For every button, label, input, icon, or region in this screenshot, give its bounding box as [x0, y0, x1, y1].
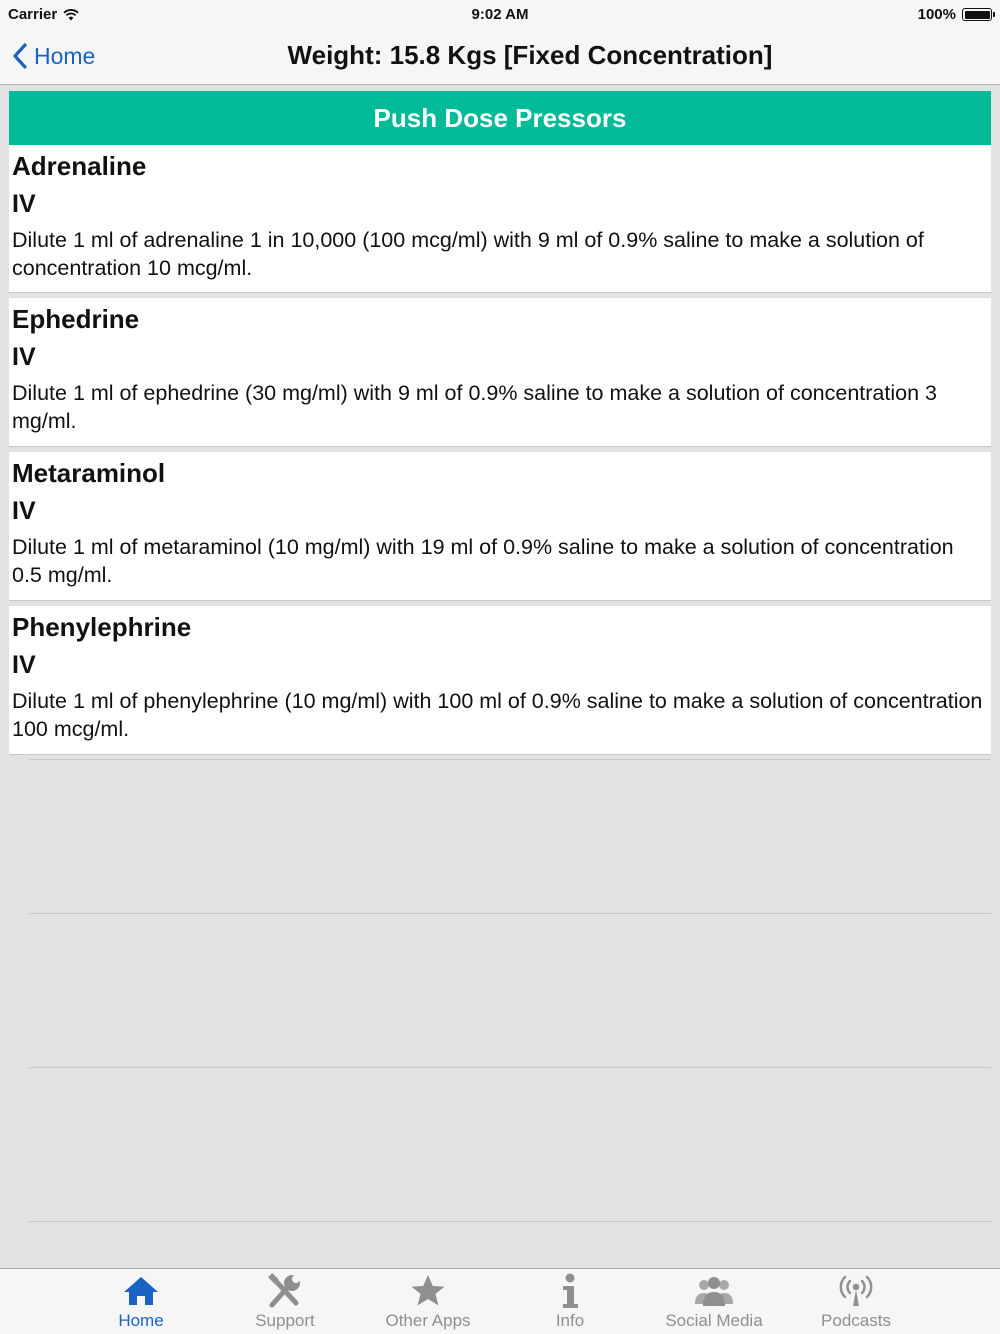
chevron-left-icon [12, 42, 28, 70]
battery-icon [962, 8, 992, 21]
tab-social-media[interactable] [649, 1273, 779, 1333]
row-separator [29, 1067, 991, 1068]
tab-home[interactable] [76, 1273, 206, 1333]
wrench-icon [265, 1273, 305, 1309]
info-icon [550, 1273, 590, 1309]
drug-name: Ephedrine [12, 304, 140, 334]
drug-route: IV [12, 497, 36, 525]
drug-name: Metaraminol [12, 458, 166, 488]
people-icon [694, 1273, 734, 1309]
status-bar [0, 0, 1000, 28]
drug-description: Dilute 1 ml of ephedrine (30 mg/ml) with 9 ml of 0.9% saline to make a solution of concentration 3 mg/ml. [12, 381, 937, 433]
row-separator [29, 913, 991, 914]
drug-card-ephedrine [9, 298, 991, 447]
tab-label: Info [555, 1311, 585, 1330]
tab-info[interactable] [505, 1273, 635, 1333]
tab-label: Other Apps [385, 1311, 471, 1330]
carrier-label: Carrier [8, 6, 58, 23]
back-button[interactable] [12, 36, 95, 76]
tab-label: Social Media [665, 1311, 763, 1330]
page-title: Weight: 15.8 Kgs [Fixed Concentration] [287, 40, 773, 70]
drug-name: Phenylephrine [12, 612, 192, 642]
drug-name: Adrenaline [12, 151, 147, 181]
podcast-icon [836, 1273, 876, 1309]
clock: 9:02 AM [471, 6, 529, 23]
back-label: Home [34, 42, 96, 69]
battery-indicator [918, 6, 992, 23]
tab-bar [0, 1268, 1000, 1334]
home-icon [121, 1273, 161, 1309]
drug-route: IV [12, 343, 36, 371]
drug-list [9, 91, 991, 755]
navigation-bar [0, 28, 1000, 85]
row-separator [29, 1221, 991, 1222]
empty-table-rows [29, 759, 991, 1334]
drug-route: IV [12, 651, 36, 679]
section-header: Push Dose Pressors [9, 91, 991, 145]
tab-podcasts[interactable] [791, 1273, 921, 1333]
row-separator [29, 759, 991, 760]
drug-card-adrenaline [9, 145, 991, 293]
tab-support[interactable] [220, 1273, 350, 1333]
tab-label: Support [255, 1311, 315, 1330]
tab-label: Podcasts [821, 1311, 891, 1330]
drug-card-phenylephrine [9, 606, 991, 755]
battery-percent: 100% [917, 6, 956, 23]
tab-label: Home [118, 1311, 164, 1330]
drug-description: Dilute 1 ml of metaraminol (10 mg/ml) with 19 ml of 0.9% saline to make a solution of concentration 0.5 mg/ml. [12, 535, 954, 587]
drug-route: IV [12, 190, 36, 218]
drug-description: Dilute 1 ml of phenylephrine (10 mg/ml) with 100 ml of 0.9% saline to make a solution of concentration 100 mcg/ml. [12, 689, 983, 741]
drug-card-metaraminol [9, 452, 991, 601]
tab-other-apps[interactable] [363, 1273, 493, 1333]
star-icon [408, 1273, 448, 1309]
drug-description: Dilute 1 ml of adrenaline 1 in 10,000 (100 mcg/ml) with 9 ml of 0.9% saline to make a solution of concentration 10 mcg/ml. [12, 228, 924, 280]
